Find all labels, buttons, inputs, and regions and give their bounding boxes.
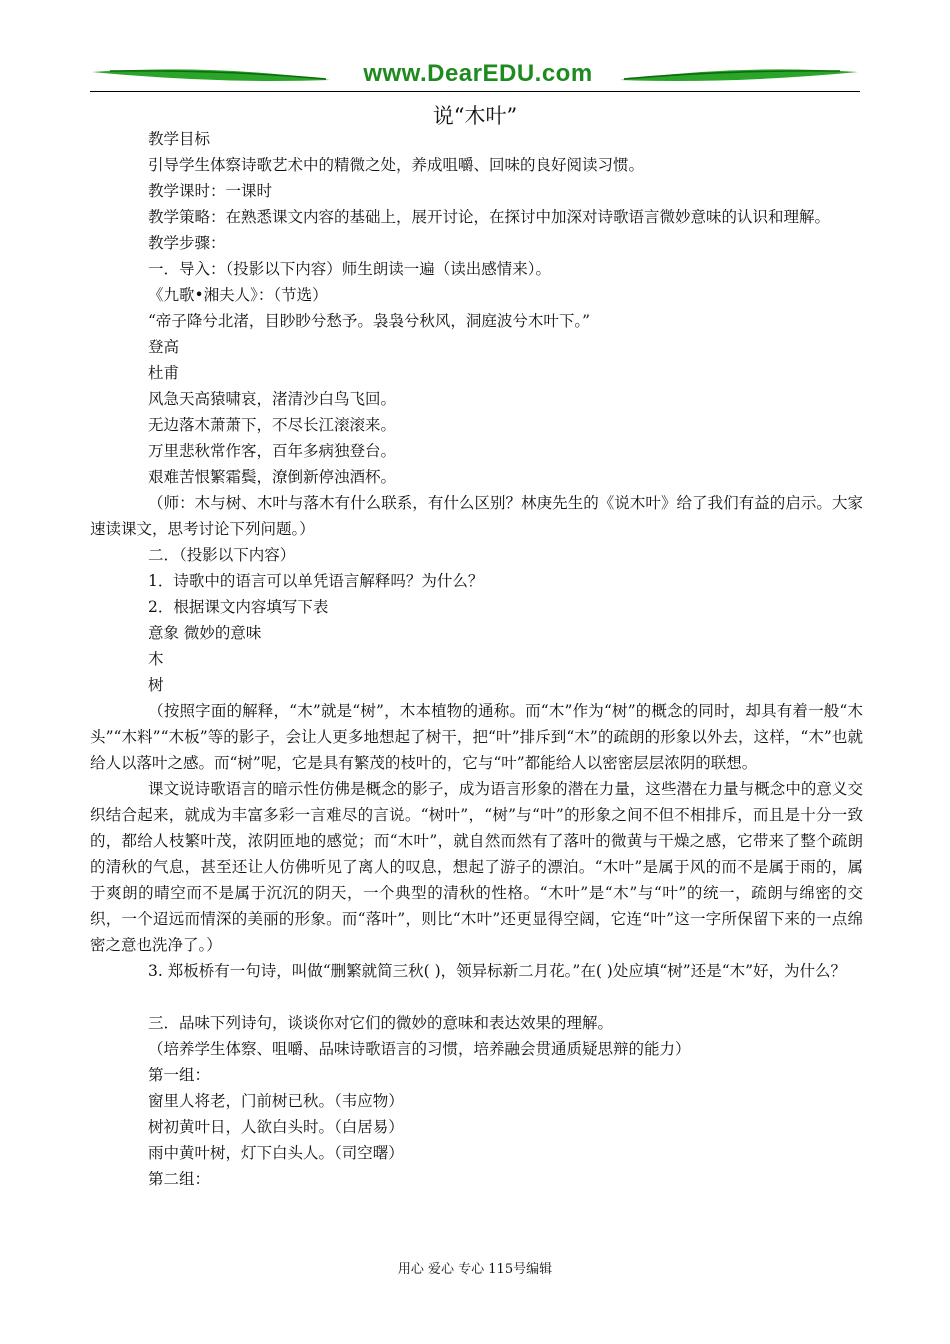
paragraph-question-3: 3. 郑板桥有一句诗，叫做“删繁就简三秋( )，领异标新二月花。”在( )处应填“树”还是“木”好，为什么？ — [148, 962, 847, 980]
text-line: 教学目标 — [148, 130, 211, 148]
page-title: 说“木叶” — [432, 104, 518, 128]
text-line: “帝子降兮北渚，目眇眇兮愁予。袅袅兮秋风，洞庭波兮木叶下。” — [148, 312, 591, 330]
table-header: 意象 微妙的意味 — [148, 624, 262, 642]
text-line: 1．诗歌中的语言可以单凭语言解释吗？为什么？ — [148, 572, 484, 590]
text-line: 2．根据课文内容填写下表 — [148, 598, 329, 616]
text-line: 教学步骤： — [148, 234, 226, 252]
text-line: 引导学生体察诗歌艺术中的精微之处，养成咀嚼、回味的良好阅读习惯。 — [148, 156, 645, 174]
group-label: 第一组： — [148, 1066, 211, 1084]
document-body — [90, 126, 863, 1192]
poem-line: 雨中黄叶树，灯下白头人。（司空曙） — [148, 1144, 404, 1162]
paragraph-text: 课文说诗歌语言的暗示性仿佛是概念的影子，成为语言形象的潜在力量，这些潜在力量与概念中的意义交织结合起来，就成为丰富多彩一言难尽的言说。“树叶”，“树”与“叶”的形象之间不但不相排斥，而且是十分一致的，都给人枝繁叶茂，浓阴匝地的感觉；而“木叶”，就自然而然有了落叶的微黄与干燥之感，它带来了整个疏朗的清秋的气息，甚至还让人仿佛听见了离人的叹息，想起了游子的漂泊。“木叶”是属于风的而不是属于雨的，属于爽朗的晴空而不是属于沉沉的阴天，一个典型的清秋的性格。“木叶”是“木”与“叶”的统一，疏朗与绵密的交织，一个迢远而情深的美丽的形象。而“落叶”，则比“木叶”还更显得空阔，它连“叶”这一字所保留下来的一点绵密之意也洗净了。） — [90, 780, 863, 954]
text-line: 《九歌•湘夫人》：（节选） — [148, 286, 328, 304]
poem-line: 万里悲秋常作客，百年多病独登台。 — [148, 442, 397, 460]
poem-title: 登高 — [148, 338, 180, 356]
paragraph-teacher: （师：木与树、木叶与落木有什么联系，有什么区别？林庚先生的《说木叶》给了我们有益的启示。大家速读课文，思考讨论下列问题。） — [90, 494, 863, 538]
header-rule — [90, 91, 860, 92]
text-line: 一．导入：（投影以下内容）师生朗读一遍（读出感情来）。 — [148, 260, 552, 278]
group-label: 第二组： — [148, 1170, 211, 1188]
text-line: 三．品味下列诗句，谈谈你对它们的微妙的意味和表达效果的理解。 — [148, 1014, 614, 1032]
page-footer: 用心 爱心 专心 115号编辑 — [397, 1262, 553, 1277]
text-line: （培养学生体察、咀嚼、品味诗歌语言的习惯，培养融会贯通质疑思辩的能力） — [148, 1040, 691, 1058]
site-logo[interactable]: www.DearEDU.com — [363, 60, 593, 87]
blank-line — [148, 984, 863, 1010]
poem-author: 杜甫 — [148, 364, 180, 382]
table-row: 树 — [148, 676, 164, 694]
text-line: 教学课时：一课时 — [148, 182, 273, 200]
paragraph-explain: （按照字面的解释，“木”就是“树”，木本植物的通称。而“木”作为“树”的概念的同时，却具有着一般“木头”“木料”“木板”等的影子，会让人更多地想起了树干，把“叶”排斥到“木”的疏朗的形象以外去，这样，“木”也就给人以落叶之感。而“树”呢，它是具有繁茂的枝叶的，它与“叶”都能给人以密密层层浓阴的联想。 — [90, 702, 863, 772]
poem-line: 窗里人将老，门前树已秋。（韦应物） — [148, 1092, 404, 1110]
poem-line: 艰难苦恨繁霜鬓，潦倒新停浊酒杯。 — [148, 468, 397, 486]
table-row: 木 — [148, 650, 164, 668]
text-line: 教学策略：在熟悉课文内容的基础上，展开讨论，在探讨中加深对诗歌语言微妙意味的认识和理解。 — [148, 208, 831, 226]
text-line: 二．（投影以下内容） — [148, 546, 296, 564]
poem-line: 风急天高猿啸哀，渚清沙白鸟飞回。 — [148, 390, 397, 408]
poem-line: 树初黄叶日，人欲白头时。（白居易） — [148, 1118, 404, 1136]
poem-line: 无边落木萧萧下，不尽长江滚滚来。 — [148, 416, 397, 434]
